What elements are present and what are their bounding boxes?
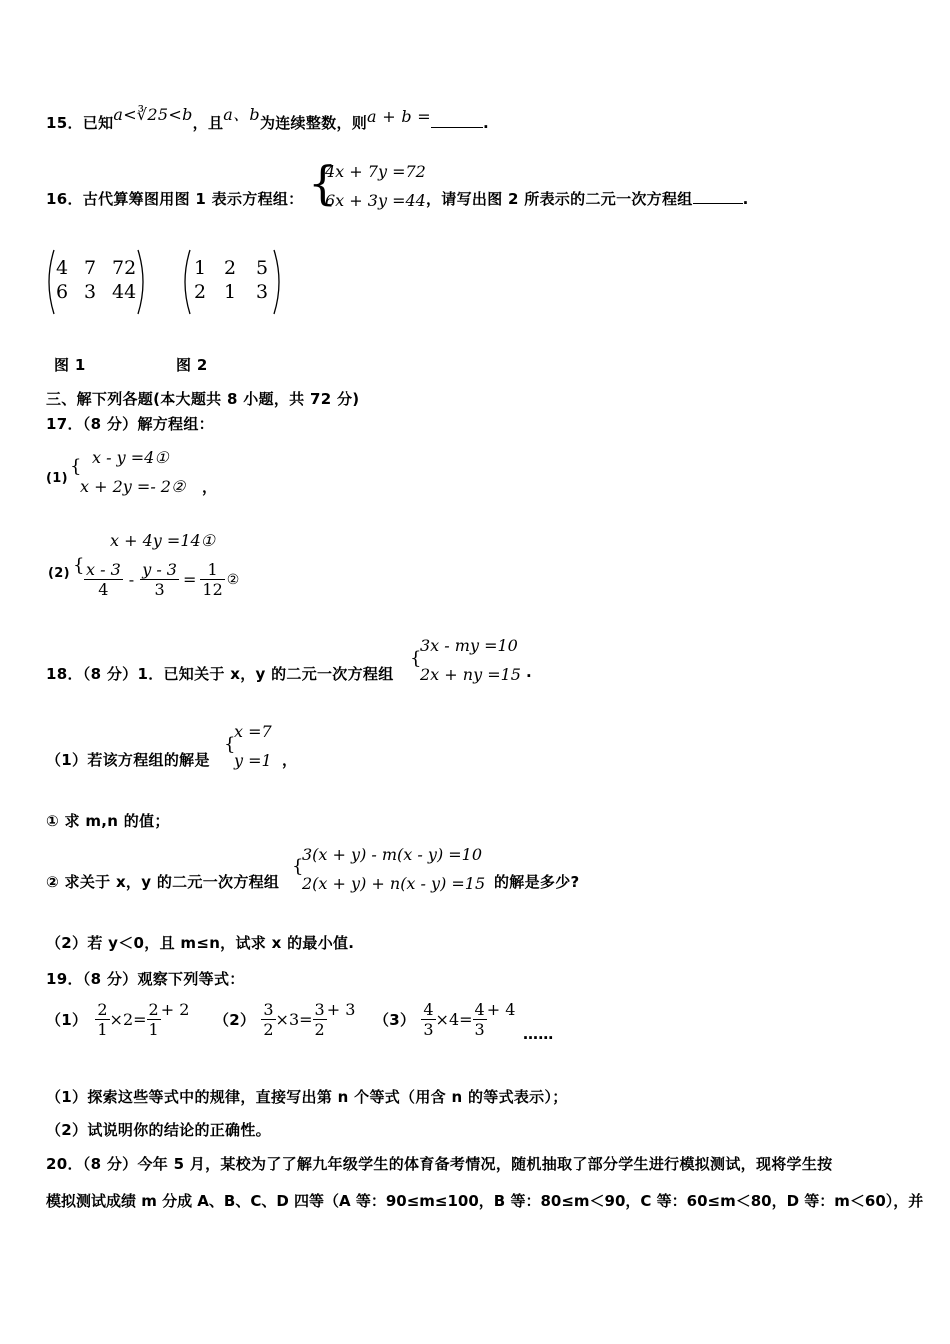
matrix-cell: 2	[224, 257, 237, 279]
denominator: 4	[84, 579, 123, 599]
question-text: 为连续整数，则	[259, 114, 368, 132]
numerator: x - 3	[86, 560, 121, 579]
question-text: 解方程组：	[137, 415, 214, 433]
numerator: y - 3	[142, 560, 177, 579]
question-number: 20．	[46, 1155, 83, 1173]
question-score: （8 分）	[82, 415, 138, 433]
part-label: (1)	[46, 471, 68, 486]
numerator: 4	[423, 1000, 434, 1019]
question-18	[46, 663, 394, 684]
question-17	[46, 413, 214, 434]
question-number: 18．	[46, 665, 83, 683]
numerator: 4	[474, 1000, 485, 1019]
equation-line: x + 2y =- 2②	[80, 477, 186, 496]
denominator: 2	[263, 1020, 274, 1039]
denominator: 1	[97, 1020, 108, 1039]
left-brace: {	[73, 555, 85, 576]
question-text: ，且	[192, 114, 224, 132]
answer-blank[interactable]	[431, 113, 483, 128]
question-number: 17．	[46, 415, 83, 433]
operator: ×3=	[275, 1010, 313, 1029]
equation-line: x =7	[234, 722, 272, 741]
question-number: 15．	[46, 114, 83, 132]
left-brace: {	[224, 734, 236, 755]
math-expression: a<∛25<b	[113, 105, 193, 124]
equation-line: 2(x + y) + n(x - y) =15	[302, 874, 486, 893]
question-text: 已知	[82, 114, 114, 132]
question-19	[46, 968, 245, 989]
question-score: （8 分）	[82, 970, 138, 988]
matrix-left-paren	[49, 250, 54, 314]
math-expression: a、b	[223, 105, 260, 124]
denominator: 1	[148, 1020, 159, 1039]
part-label: （3）	[374, 1011, 416, 1029]
punctuation: .	[526, 663, 532, 681]
figure-label-1: 图 1	[54, 356, 86, 374]
fraction	[147, 1000, 161, 1039]
operator: ×4=	[435, 1010, 473, 1029]
matrix-cell: 1	[194, 257, 207, 279]
question-text: 的解是多少?	[494, 873, 580, 891]
part-label: （2）试说明你的结论的正确性。	[46, 1121, 271, 1139]
denominator: 3	[140, 579, 179, 599]
example-equation-1	[46, 1000, 189, 1039]
example-equation-2	[214, 1000, 355, 1039]
question-score: （8 分）	[82, 1155, 138, 1173]
fraction	[421, 1000, 435, 1039]
part-label: （1）探索这些等式中的规律，直接写出第 n 个等式（用含 n 的等式表示）；	[46, 1088, 568, 1106]
question-score: （8 分）	[82, 665, 138, 683]
matrix-cell: 7	[84, 257, 97, 279]
matrix-cell: 6	[56, 281, 69, 303]
numerator: 3	[263, 1000, 274, 1019]
matrix-2	[194, 257, 286, 303]
left-brace: {	[292, 856, 304, 877]
matrix-cell: 5	[256, 257, 269, 279]
fraction	[261, 1000, 275, 1039]
fraction	[140, 560, 179, 599]
figure-label-2: 图 2	[176, 356, 208, 374]
operator: ×2=	[109, 1010, 147, 1029]
equation-line: y =1	[234, 751, 272, 770]
question-text: 今年 5 月，某校为了了解九年级学生的体育备考情况，随机抽取了部分学生进行模拟测试，现将学生按	[137, 1155, 833, 1173]
matrix-cell: 4	[56, 257, 69, 279]
sub-question: ② 求关于 x，y 的二元一次方程组	[46, 873, 280, 891]
matrix-1	[56, 257, 152, 303]
equation-line: 3x - my =10	[420, 636, 518, 655]
equation-line: 4x + 7y =72	[325, 162, 426, 181]
part-label: （1）若该方程组的解是	[46, 751, 210, 769]
operator: + 2	[160, 1000, 190, 1019]
section-title: 三、解下列各题(本大题共 8 小题，共 72 分)	[46, 390, 360, 408]
operator: + 3	[326, 1000, 356, 1019]
operator: -	[128, 570, 135, 589]
question-text: .	[742, 190, 749, 208]
numerator: 3	[314, 1000, 325, 1019]
question-20	[46, 1153, 832, 1174]
punctuation: ，	[282, 751, 298, 769]
part-label: （2）	[214, 1011, 256, 1029]
question-number: 16．	[46, 190, 83, 208]
numerator: 2	[97, 1000, 108, 1019]
left-brace: {	[308, 156, 338, 210]
numerator: 2	[148, 1000, 159, 1019]
question-15	[46, 105, 489, 133]
matrix-cell: 3	[84, 281, 97, 303]
question-text: 1．已知关于 x，y 的二元一次方程组	[137, 665, 394, 683]
fraction	[84, 560, 123, 599]
matrix-cell: 2	[194, 281, 207, 303]
math-expression: a + b =	[367, 107, 431, 126]
circled-number: ②	[226, 571, 240, 588]
numerator: 1	[207, 560, 218, 579]
fraction-equation	[84, 560, 239, 599]
question-16	[46, 188, 303, 209]
answer-blank[interactable]	[693, 189, 743, 204]
operator: =	[182, 570, 197, 589]
question-text: 模拟测试成绩 m 分成 A、B、C、D 四等（A 等：90≤m≤100，B 等：80≤m＜90，C 等：60≤m＜80，D 等：m＜60），并	[46, 1192, 924, 1210]
question-text: .	[483, 114, 489, 132]
question-text: ，请写出图 2 所表示的二元一次方程组	[426, 190, 693, 208]
equation-line: 3(x + y) - m(x - y) =10	[302, 845, 483, 864]
operator: + 4	[486, 1000, 516, 1019]
left-brace: {	[410, 648, 422, 669]
matrix-cell: 1	[224, 281, 237, 303]
example-equation-3	[374, 1000, 515, 1039]
matrix-cell: 3	[256, 281, 269, 303]
denominator: 3	[423, 1020, 434, 1039]
fraction	[95, 1000, 109, 1039]
matrix-cell: 72	[112, 257, 137, 279]
left-brace: {	[70, 456, 82, 477]
sub-question: ① 求 m,n 的值；	[46, 812, 170, 830]
equation-line: x - y =4①	[92, 448, 169, 467]
denominator: 3	[474, 1020, 485, 1039]
part-label: （2）若 y＜0，且 m≤n，试求 x 的最小值.	[46, 934, 355, 952]
denominator: 12	[202, 580, 223, 599]
punctuation: ，	[202, 478, 218, 496]
equation-line: 6x + 3y =44	[325, 191, 426, 210]
question-number: 19．	[46, 970, 83, 988]
question-text: 古代算筹图用图 1 表示方程组：	[82, 190, 304, 208]
denominator: 2	[314, 1020, 325, 1039]
matrix-cell: 44	[112, 281, 137, 303]
part-label: (2)	[48, 566, 70, 581]
ellipsis: ……	[523, 1025, 554, 1043]
fraction	[200, 560, 224, 599]
part-label: （1）	[46, 1011, 88, 1029]
matrix-left-paren	[185, 250, 190, 314]
equation-line: 2x + ny =15	[420, 665, 521, 684]
equation-line: x + 4y =14①	[110, 531, 216, 550]
question-text: 观察下列等式：	[137, 970, 245, 988]
question-text	[426, 188, 749, 209]
fraction	[473, 1000, 487, 1039]
fraction	[313, 1000, 327, 1039]
